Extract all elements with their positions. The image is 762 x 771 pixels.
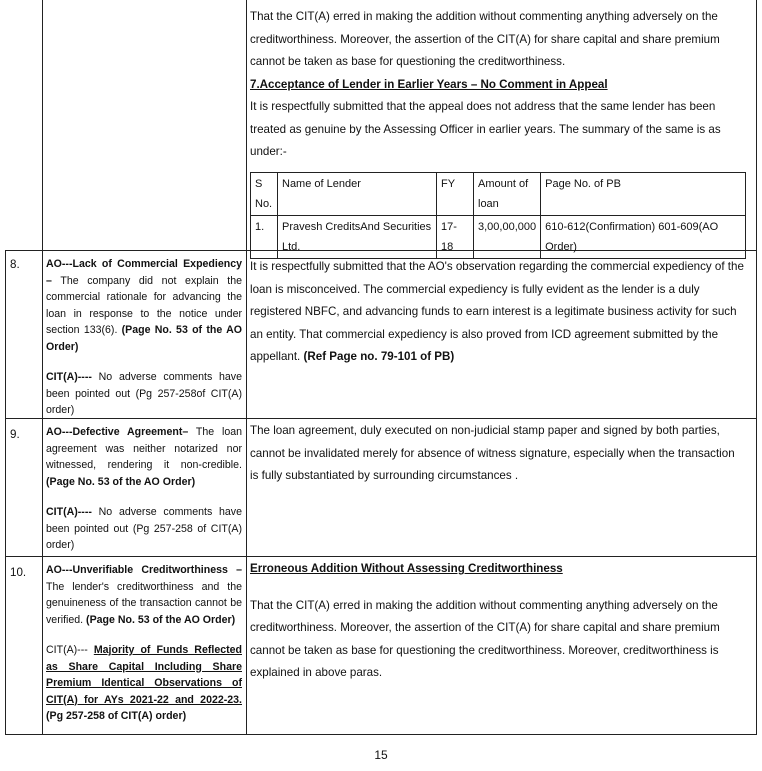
- ao-observation: [46, 256, 242, 419]
- ao-text: The company did not explain the commercial rationale for advancing the loan in response to the notice under section 133(6).: [46, 274, 242, 336]
- heading-text: 7.Acceptance of Lender in Earlier Years – No Comment in Appeal: [250, 77, 608, 91]
- header-cell: S No.: [251, 173, 278, 216]
- table-cell: Pravesh CreditsAnd Securities Ltd.: [278, 216, 437, 259]
- row-number: 10.: [10, 566, 27, 579]
- header-cell: FY: [437, 173, 474, 216]
- cit-text: No adverse comments have been pointed out (Pg 257-258of CIT(A) order): [46, 371, 242, 416]
- lender-summary-table: [250, 172, 746, 259]
- continuation-text: [250, 6, 746, 164]
- table-border: [756, 0, 757, 735]
- table-cell: 1.: [251, 216, 278, 259]
- ao-label: AO---Lack of Commercial Expediency –: [46, 258, 242, 287]
- ao-ref: (Page No. 53 of the AO Order): [86, 613, 236, 626]
- reply-text: [250, 558, 746, 685]
- paragraph: It is respectfully submitted that the appeal does not address that the same lender has been treated as genuine by the Assessing Officer in earlier years. The summary of the same is as under:-: [250, 100, 721, 158]
- reply-text: [250, 420, 746, 488]
- section-heading: [250, 74, 746, 97]
- header-cell: Name of Lender: [278, 173, 437, 216]
- header-cell: Page No. of PB: [541, 173, 746, 216]
- ao-observation: [46, 562, 242, 725]
- page-number: 15: [374, 748, 388, 762]
- reply-heading: Erroneous Addition Without Assessing Creditworthiness: [250, 562, 563, 575]
- reply-ref: (Ref Page no. 79-101 of PB): [303, 350, 455, 363]
- ao-ref: (Page No. 53 of the AO Order): [46, 475, 196, 488]
- table-border: [42, 0, 43, 735]
- ao-text: The loan agreement was neither notarized nor witnessed, rendering it non-credible.: [46, 426, 242, 471]
- header-cell: Amount of loan: [474, 173, 541, 216]
- cit-label: CIT(A)---: [46, 644, 94, 656]
- ao-label: AO---Unverifiable Creditworthiness –: [46, 564, 242, 576]
- table-cell: 3,00,00,000: [474, 216, 541, 259]
- ao-text: The lender's creditworthiness and the genuineness of the transaction cannot be verified.: [46, 580, 242, 626]
- ao-observation: [46, 424, 242, 554]
- reply-text: [250, 256, 746, 369]
- row-number: 9.: [10, 428, 20, 441]
- row-divider: [5, 734, 756, 735]
- reply-body: The loan agreement, duly executed on non-judicial stamp paper and signed by both parties, cannot be invalidated merely for absence of witness signature, especially when the transaction is fully substantiated by surrounding circumstances .: [250, 424, 735, 482]
- reply-body: It is respectfully submitted that the AO's observation regarding the commercial expediency of the loan is misconceived. The commercial expediency is fully evident as the lender is a duly registered NBFC, and advancing funds to earn interest is a legitimate business activity for such an entity. That commercial expediency is also proved from ICD agreement submitted by the appellant.: [250, 260, 744, 363]
- cit-heading: Majority of Funds Reflected as Share Capital Including Share Premium Identical Observations of CIT(A) for AYs 2021-22 and 2022-23.: [46, 644, 242, 706]
- table-border: [246, 0, 247, 735]
- row-number: 8.: [10, 258, 20, 271]
- table-border: [5, 250, 6, 735]
- ao-label: AO---Defective Agreement–: [46, 426, 189, 438]
- cit-text: No adverse comments have been pointed out (Pg 257-258 of CIT(A) order): [46, 506, 242, 551]
- table-cell: 17-18: [437, 216, 474, 259]
- table-header-row: [251, 173, 746, 216]
- cit-label: CIT(A)----: [46, 371, 92, 383]
- ao-ref: (Page No. 53 of the AO Order): [46, 324, 242, 353]
- table-row: [251, 216, 746, 259]
- row-divider: [5, 556, 756, 557]
- paragraph: That the CIT(A) erred in making the addition without commenting anything adversely on the creditworthiness. Moreover, the assertion of the CIT(A) for share capital and share premium cannot be taken as base for questioning the creditworthiness.: [250, 10, 720, 68]
- cit-label: CIT(A)----: [46, 506, 92, 518]
- reply-body: That the CIT(A) erred in making the addition without commenting anything adversely on the creditworthiness. Moreover, the assertion of the CIT(A) for share capital and share premium cannot be taken as base for questioning the creditworthiness. Moreover, creditworthiness is explained in above paras.: [250, 598, 720, 679]
- cit-ref: (Pg 257-258 of CIT(A) order): [46, 710, 187, 722]
- table-cell: 610-612(Confirmation) 601-609(AO Order): [541, 216, 746, 259]
